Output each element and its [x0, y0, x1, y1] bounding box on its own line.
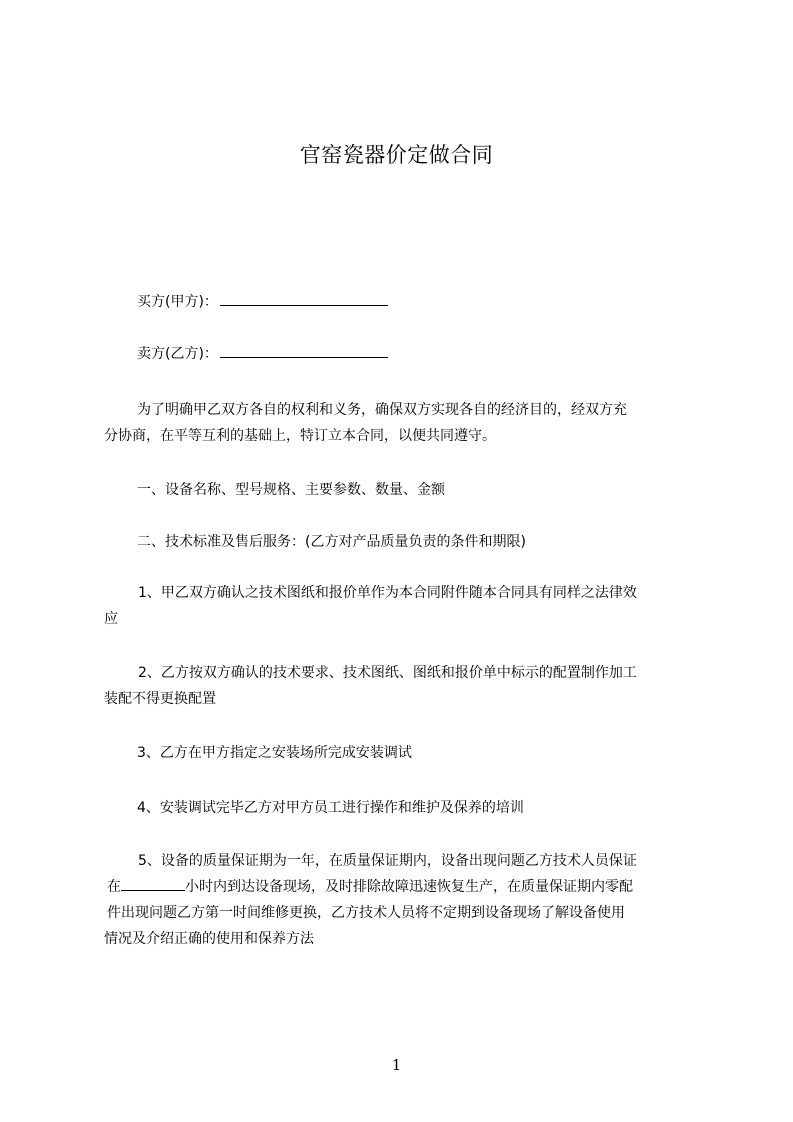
item-1-paragraph — [104, 580, 637, 632]
seller-line — [137, 341, 388, 367]
buyer-label: 买方(甲方)： — [137, 294, 218, 310]
seller-label: 卖方(乙方)： — [137, 346, 218, 362]
item-5-line-4: 情况及介绍正确的使用和保养方法 — [104, 931, 314, 947]
item-4: 4、安装调试完毕乙方对甲方员工进行操作和维护及保养的培训 — [137, 800, 524, 816]
buyer-line — [137, 289, 388, 315]
page-number: 1 — [391, 1056, 402, 1074]
document-title: 官窑瓷器价定做合同 — [299, 143, 494, 167]
item-1-line-2: 应 — [104, 611, 118, 627]
hours-blank — [121, 876, 185, 891]
item-2-line-1: 2、乙方按双方确认的技术要求、技术图纸、图纸和报价单中标示的配置制作加工 — [138, 665, 637, 681]
item-5-line-2-suffix: 小时内到达设备现场，及时排除故障迅速恢复生产，在质量保证期内零配 — [185, 879, 633, 895]
seller-blank — [220, 343, 388, 358]
section-2-heading: 二、技术标准及售后服务：(乙方对产品质量负责的条件和期限) — [137, 534, 526, 550]
item-5-line-1: 5、设备的质量保证期为一年，在质量保证期内，设备出现问题乙方技术人员保证 — [138, 853, 637, 869]
item-1-line-1: 1、甲乙双方确认之技术图纸和报价单作为本合同附件随本合同具有同样之法律效 — [138, 585, 637, 601]
intro-line-1: 为了明确甲乙双方各自的权利和义务，确保双方实现各自的经济目的，经双方充 — [137, 402, 627, 418]
item-2-paragraph — [104, 660, 637, 712]
buyer-blank — [220, 291, 388, 306]
item-3: 3、乙方在甲方指定之安装场所完成安装调试 — [137, 745, 412, 761]
item-5-paragraph — [104, 848, 637, 952]
section-1-heading: 一、设备名称、型号规格、主要参数、数量、金额 — [137, 482, 445, 498]
item-5-line-2-prefix: 在 — [107, 879, 121, 895]
item-2-line-2: 装配不得更换配置 — [104, 691, 216, 707]
intro-paragraph — [104, 397, 627, 449]
item-5-line-2 — [104, 874, 637, 900]
intro-line-2: 分协商，在平等互利的基础上，特订立本合同，以便共同遵守。 — [104, 428, 496, 444]
item-5-line-3: 件出现问题乙方第一时间维修更换，乙方技术人员将不定期到设备现场了解设备使用 — [107, 905, 625, 921]
